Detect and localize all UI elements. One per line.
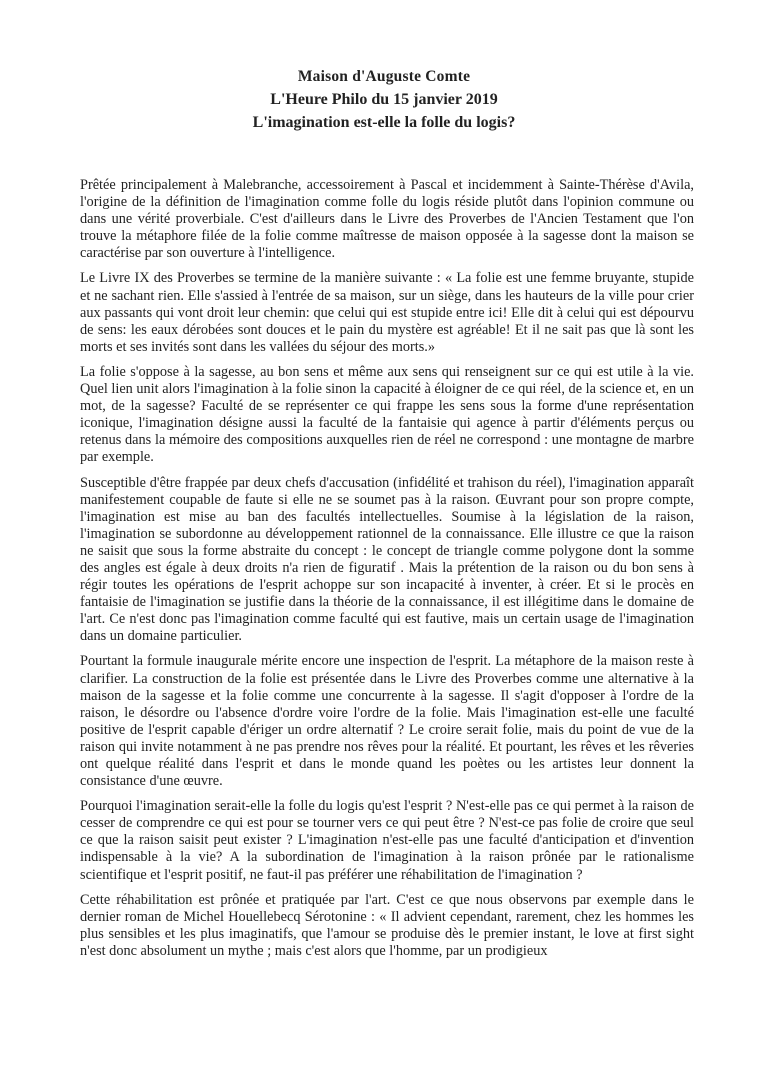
- document-title: L'imagination est-elle la folle du logis?: [252, 114, 516, 131]
- paragraph: Le Livre IX des Proverbes se termine de la manière suivante : « La folie est une femme bruyante, stupide et ne sachant rien. Elle s'assied à l'entrée de sa maison, sur un siège, dans les hauteurs de la ville pour crier aux passants qui vont droit leur chemin: que celui qui est stupide entre ici! Elle dit à celui qui est dépourvu de sens: les eaux dérobées sont douces et le pain du mystère est agréable! Et il ne sait pas que là sont les morts et ses invités sont dans les vallées du séjour des morts.»: [80, 270, 694, 355]
- paragraph: La folie s'oppose à la sagesse, au bon sens et même aux sens qui renseignent sur ce qui est utile à la vie. Quel lien unit alors l'imagination à la folie sinon la capacité à éloigner de ce qui réel, de la science et, en un mot, de la sagesse? Faculté de se représenter ce qui frappe les sens sous la forme d'une représentation iconique, l'imagination désigne aussi la faculté de la fantaisie qui agence à partir d'éléments perçus ou retenus dans la mémoire des compositions auxquelles rien de réel ne correspond : une montagne de marbre par exemple.: [80, 363, 694, 466]
- document-header: [0, 66, 768, 134]
- paragraph: Prêtée principalement à Malebranche, accessoirement à Pascal et incidemment à Sainte-Thérèse d'Avila, l'origine de la définition de l'imagination comme folle du logis réside plutôt dans l'opinion commune ou dans une vérité proverbiale. C'est d'ailleurs dans le Livre des Proverbes de l'Ancien Testament que l'on trouve la métaphore filée de la folie comme maîtresse de maison opposée à la sagesse dont la maison se caractérise par son ouverture à l'intelligence.: [80, 177, 694, 262]
- paragraph: Susceptible d'être frappée par deux chefs d'accusation (infidélité et trahison du réel), l'imagination apparaît manifestement coupable de faute si elle ne se soumet pas à la raison. Œuvrant pour son propre compte, l'imagination est mise au ban des facultés intellectuelles. Soumise à la législation de la raison, l'imagination se subordonne au développement rationnel de la connaissance. Elle illustre ce que la raison ne saisit que sous la forme abstraite du concept : le concept de triangle comme polygone dont la somme des angles est égale à deux droits n'a rien de figuratif . Mais la prétention de la raison ou du bon sens à régir toutes les opérations de l'esprit achoppe sur son incapacité à inventer, à créer. Et si le procès en fantaisie de l'imagination se justifie dans la théorie de la connaissance, il est illégitime dans le domaine de l'art. Ce n'est donc pas l'imagination comme faculté qui est fautive, mais un certain usage de l'imagination dans un domaine particulier.: [80, 474, 694, 645]
- institution-name: Maison d'Auguste Comte: [297, 68, 471, 85]
- paragraph: Cette réhabilitation est prônée et pratiquée par l'art. C'est ce que nous observons par exemple dans le dernier roman de Michel Houellebecq Sérotonine : « Il advient cependant, rarement, chez les hommes les plus sensibles et les plus imaginatifs, que l'amour se produise dès le premier instant, le love at first sight n'est donc absolument un mythe ; mais c'est alors que l'homme, par un prodigieux: [80, 891, 694, 959]
- paragraph: Pourtant la formule inaugurale mérite encore une inspection de l'esprit. La métaphore de la maison reste à clarifier. La construction de la folie est présentée dans le Livre des Proverbes comme une alternative à la maison de la sagesse et la folie comme une concurrente à la sagesse. Il s'agit d'opposer à l'ordre de la raison, le désordre ou l'absence d'ordre voire l'ordre de la folie. Mais l'imagination est-elle une faculté positive de l'esprit capable d'ériger un ordre alternatif ? Le croire serait folie, mais du point de vue de la raison qui invite notamment à ne pas prendre nos rêves pour la réalité. Et pourtant, les rêves et les rêveries ont quelque réalité dans l'esprit et dans le monde quand les poètes ou les artistes leur donnent la consistance d'une œuvre.: [80, 653, 694, 790]
- document-body: [80, 177, 694, 968]
- paragraph: Pourquoi l'imagination serait-elle la folle du logis qu'est l'esprit ? N'est-elle pas ce qui permet à la raison de cesser de comprendre ce qui est pour se tourner vers ce qui peut être ? N'est-ce pas folie de croire que seul ce que la raison saisit peut exister ? L'imagination n'est-elle pas une faculté d'anticipation et d'invention indispensable à la vie? A la subordination de l'imagination à la raison prônée par le rationalisme scientifique et l'esprit positif, ne faut-il pas préférer une réhabilitation de l'imagination ?: [80, 798, 694, 883]
- event-title: L'Heure Philo du 15 janvier 2019: [270, 91, 498, 108]
